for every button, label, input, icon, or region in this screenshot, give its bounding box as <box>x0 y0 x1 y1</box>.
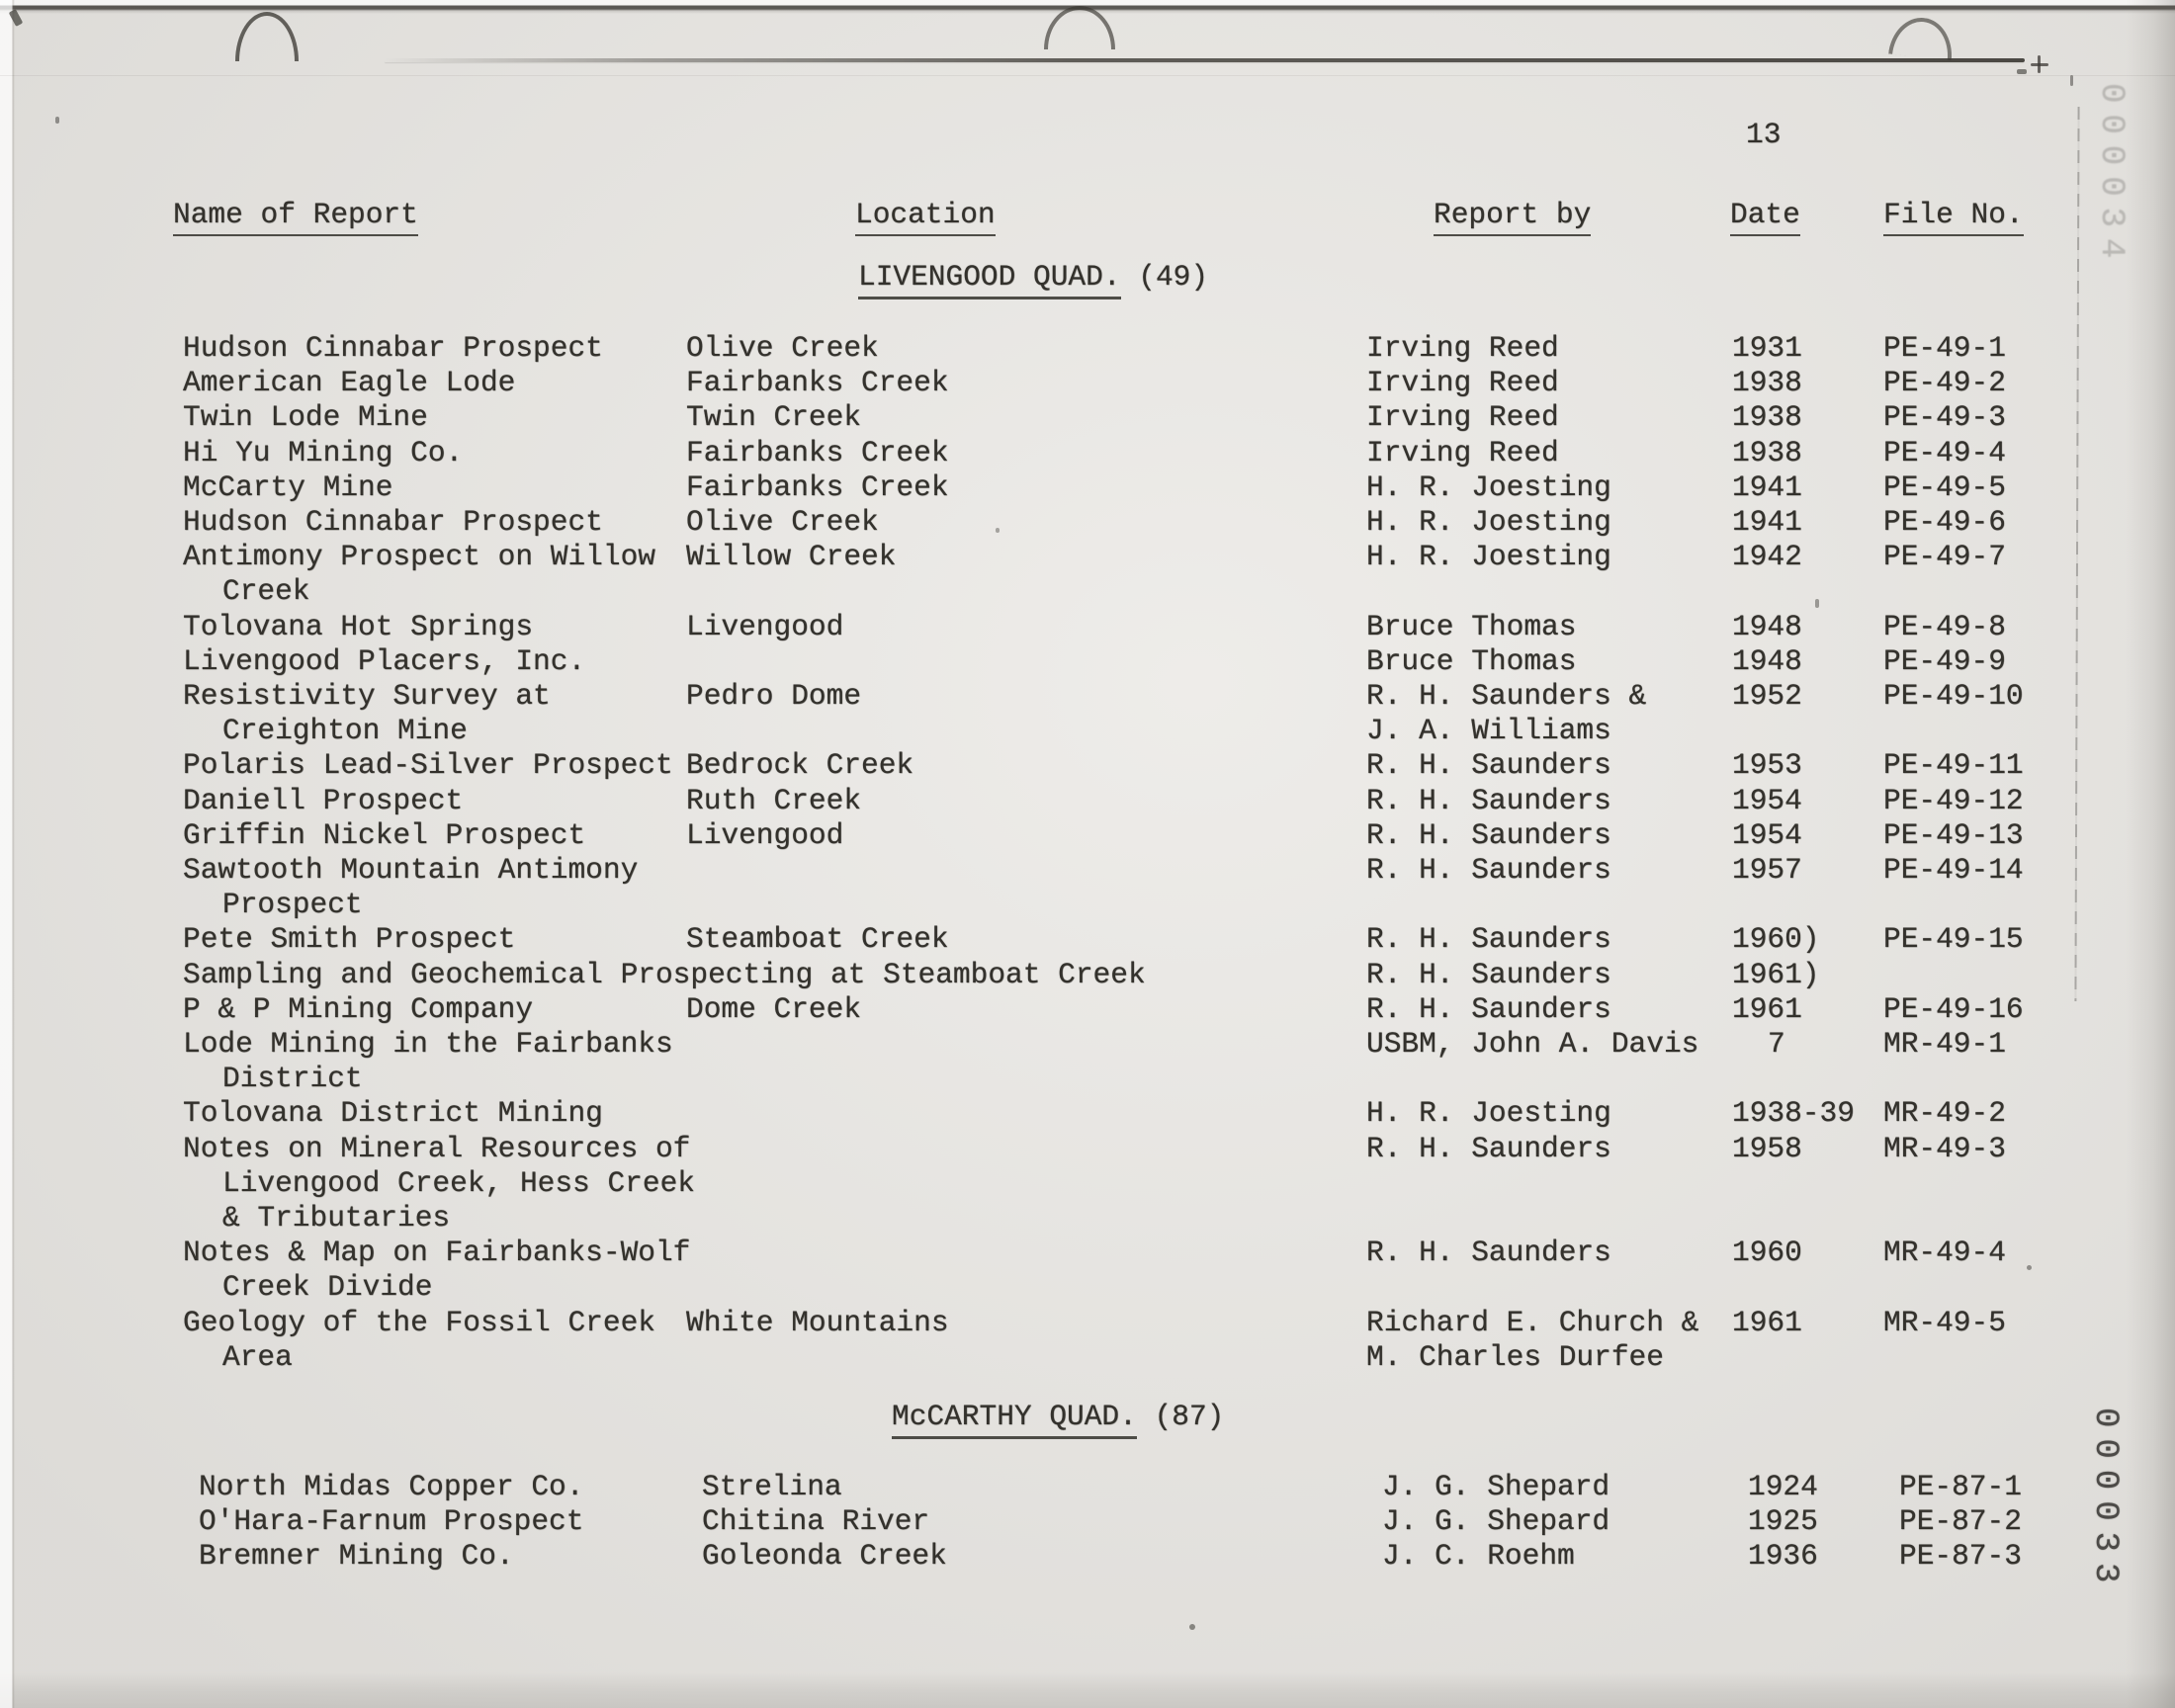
report-author: R. H. Saunders <box>1366 1131 1611 1165</box>
report-date: 1938 <box>1732 400 1802 435</box>
report-date: 1936 <box>1748 1539 1818 1574</box>
column-header-location: Location <box>855 201 996 236</box>
page-number: 13 <box>1746 118 1782 151</box>
report-location: Fairbanks Creek <box>686 366 949 400</box>
report-date: 1925 <box>1748 1504 1818 1539</box>
report-date: 1957 <box>1732 853 1802 887</box>
report-name: Tolovana Hot Springs <box>183 609 534 643</box>
report-author: R. H. Saunders <box>1366 853 1611 887</box>
report-file-no: PE-49-16 <box>1883 991 2024 1026</box>
ink-speck <box>2017 69 2027 74</box>
report-date: 1924 <box>1748 1470 1818 1503</box>
report-name: American Eagle Lode <box>183 366 516 400</box>
report-date: 1954 <box>1732 783 1802 817</box>
column-header-file-no: File No. <box>1883 201 2024 236</box>
report-location: Bedrock Creek <box>686 748 914 783</box>
report-location: Steamboat Creek <box>686 922 949 957</box>
report-date: 1938-39 <box>1732 1096 1855 1131</box>
report-location: Dome Creek <box>686 991 862 1026</box>
section-heading: LIVENGOOD QUAD. (49) <box>858 263 1208 299</box>
hole-punch-mark <box>235 12 299 61</box>
report-name-continuation: Creighton Mine <box>222 714 468 748</box>
ink-speck <box>9 9 24 27</box>
column-header-name: Name of Report <box>173 201 418 236</box>
report-author: R. H. Saunders <box>1366 1236 1611 1270</box>
report-name: Sampling and Geochemical Prospecting at Steamboat Creek <box>183 957 1146 991</box>
serial-stamp-bottom: 000033 <box>2086 1408 2124 1594</box>
report-author: R. H. Saunders <box>1366 991 1611 1026</box>
report-file-no: MR-49-5 <box>1883 1305 2006 1339</box>
report-date: 1931 <box>1732 331 1802 365</box>
report-name: Hi Yu Mining Co. <box>183 435 464 470</box>
report-file-no: PE-87-1 <box>1899 1470 2022 1503</box>
report-name: Geology of the Fossil Creek <box>183 1305 655 1339</box>
report-file-no: PE-49-11 <box>1883 748 2024 783</box>
column-header-report-by: Report by <box>1434 201 1591 236</box>
report-file-no: PE-49-15 <box>1883 922 2024 957</box>
report-file-no: PE-87-3 <box>1899 1539 2022 1574</box>
report-author: H. R. Joesting <box>1366 505 1611 539</box>
serial-stamp-top: 000034 <box>2092 83 2130 270</box>
report-date: 1953 <box>1732 748 1802 783</box>
report-author: J. G. Shepard <box>1382 1470 1610 1503</box>
report-file-no: PE-49-8 <box>1883 609 2006 643</box>
report-file-no: PE-49-9 <box>1883 643 2006 678</box>
report-name: Hudson Cinnabar Prospect <box>183 331 603 365</box>
report-file-no: PE-49-7 <box>1883 540 2006 574</box>
report-file-no: PE-49-14 <box>1883 853 2024 887</box>
report-file-no: PE-49-4 <box>1883 435 2006 470</box>
report-name: Notes on Mineral Resources of <box>183 1131 691 1165</box>
report-name: O'Hara-Farnum Prospect <box>199 1504 584 1539</box>
report-author: Richard E. Church & <box>1366 1305 1699 1339</box>
report-location: Chitina River <box>702 1504 930 1539</box>
report-author: H. R. Joesting <box>1366 470 1611 504</box>
report-author: R. H. Saunders <box>1366 817 1611 852</box>
report-file-no: PE-49-12 <box>1883 783 2024 817</box>
report-author: R. H. Saunders <box>1366 957 1611 991</box>
ink-speck <box>996 528 1000 533</box>
report-date: 1954 <box>1732 817 1802 852</box>
report-location: Ruth Creek <box>686 783 862 817</box>
report-name: Lode Mining in the Fairbanks <box>183 1027 673 1061</box>
report-author: R. H. Saunders <box>1366 748 1611 783</box>
report-name: Livengood Placers, Inc. <box>183 643 586 678</box>
report-name: Bremner Mining Co. <box>199 1539 514 1574</box>
report-location: Goleonda Creek <box>702 1539 947 1574</box>
column-header-date: Date <box>1730 201 1800 236</box>
report-author: H. R. Joesting <box>1366 1096 1611 1131</box>
report-name-continuation: Prospect <box>222 888 363 922</box>
report-date: 1941 <box>1732 505 1802 539</box>
report-location: White Mountains <box>686 1305 949 1339</box>
report-file-no: PE-49-1 <box>1883 331 2006 365</box>
report-author: Bruce Thomas <box>1366 609 1577 643</box>
report-author: J. A. Williams <box>1366 714 1611 748</box>
report-author: Irving Reed <box>1366 331 1559 365</box>
ink-speck <box>1189 1624 1195 1630</box>
report-author: J. C. Roehm <box>1382 1539 1575 1574</box>
ink-speck <box>2070 75 2073 86</box>
report-name: Griffin Nickel Prospect <box>183 817 586 852</box>
report-date: 1938 <box>1732 366 1802 400</box>
hole-punch-mark <box>1044 6 1115 49</box>
report-file-no: MR-49-1 <box>1883 1027 2006 1061</box>
report-date: 7 <box>1768 1027 1785 1061</box>
report-file-no: PE-49-6 <box>1883 505 2006 539</box>
ink-speck <box>2027 1265 2032 1270</box>
report-name: Twin Lode Mine <box>183 400 428 435</box>
report-file-no: PE-49-3 <box>1883 400 2006 435</box>
top-ruling-line <box>384 58 2025 62</box>
report-date: 1942 <box>1732 540 1802 574</box>
report-file-no: PE-49-2 <box>1883 366 2006 400</box>
report-date: 1958 <box>1732 1131 1802 1165</box>
report-name-continuation: Area <box>222 1339 293 1374</box>
report-name: Antimony Prospect on Willow <box>183 540 655 574</box>
report-file-no: PE-87-2 <box>1899 1504 2022 1539</box>
report-file-no: MR-49-2 <box>1883 1096 2006 1131</box>
report-name: Resistivity Survey at <box>183 679 551 713</box>
report-name: Polaris Lead-Silver Prospect <box>183 748 673 783</box>
report-file-no: MR-49-3 <box>1883 1131 2006 1165</box>
report-author: R. H. Saunders <box>1366 922 1611 957</box>
report-name: Daniell Prospect <box>183 783 464 817</box>
ink-speck <box>2038 55 2041 73</box>
report-location: Twin Creek <box>686 400 862 435</box>
ink-speck <box>55 117 59 124</box>
report-name: Pete Smith Prospect <box>183 922 516 957</box>
report-location: Olive Creek <box>686 505 879 539</box>
report-date: 1961 <box>1732 991 1802 1026</box>
report-author: R. H. Saunders <box>1366 783 1611 817</box>
report-date: 1941 <box>1732 470 1802 504</box>
report-name: North Midas Copper Co. <box>199 1470 584 1503</box>
report-name: Hudson Cinnabar Prospect <box>183 505 603 539</box>
report-name: Sawtooth Mountain Antimony <box>183 853 639 887</box>
report-name-continuation: District <box>222 1062 363 1096</box>
report-name: P & P Mining Company <box>183 991 534 1026</box>
report-location: Fairbanks Creek <box>686 435 949 470</box>
report-location: Willow Creek <box>686 540 897 574</box>
report-author: H. R. Joesting <box>1366 540 1611 574</box>
report-name: Notes & Map on Fairbanks-Wolf <box>183 1236 691 1270</box>
faint-scan-line <box>0 75 2175 76</box>
report-author: Irving Reed <box>1366 435 1559 470</box>
report-date: 1938 <box>1732 435 1802 470</box>
report-date: 1948 <box>1732 609 1802 643</box>
report-location: Livengood <box>686 817 844 852</box>
report-date: 1960) <box>1732 922 1820 957</box>
report-author: M. Charles Durfee <box>1366 1339 1664 1374</box>
report-file-no: PE-49-10 <box>1883 679 2024 713</box>
report-author: Irving Reed <box>1366 400 1559 435</box>
report-location: Pedro Dome <box>686 679 862 713</box>
hole-punch-mark <box>1888 15 1956 60</box>
report-location: Olive Creek <box>686 331 879 365</box>
report-name-continuation: Livengood Creek, Hess Creek <box>222 1165 695 1200</box>
report-location: Fairbanks Creek <box>686 470 949 504</box>
report-name: McCarty Mine <box>183 470 393 504</box>
section-heading: McCARTHY QUAD. (87) <box>892 1403 1224 1439</box>
report-date: 1961) <box>1732 957 1820 991</box>
ink-speck <box>1815 599 1819 608</box>
report-author: Bruce Thomas <box>1366 643 1577 678</box>
report-name-continuation: Creek <box>222 574 310 609</box>
report-date: 1960 <box>1732 1236 1802 1270</box>
report-date: 1952 <box>1732 679 1802 713</box>
report-author: J. G. Shepard <box>1382 1504 1610 1539</box>
report-file-no: PE-49-5 <box>1883 470 2006 504</box>
report-location: Strelina <box>702 1470 842 1503</box>
report-name: Tolovana District Mining <box>183 1096 603 1131</box>
report-file-no: PE-49-13 <box>1883 817 2024 852</box>
report-name-continuation: Creek Divide <box>222 1270 433 1305</box>
report-date: 1961 <box>1732 1305 1802 1339</box>
report-date: 1948 <box>1732 643 1802 678</box>
report-name-continuation: & Tributaries <box>222 1201 451 1235</box>
report-author: USBM, John A. Davis <box>1366 1027 1699 1061</box>
report-file-no: MR-49-4 <box>1883 1236 2006 1270</box>
fold-crease-line <box>2074 107 2079 1001</box>
report-author: R. H. Saunders & <box>1366 679 1647 713</box>
report-location: Livengood <box>686 609 844 643</box>
report-author: Irving Reed <box>1366 366 1559 400</box>
